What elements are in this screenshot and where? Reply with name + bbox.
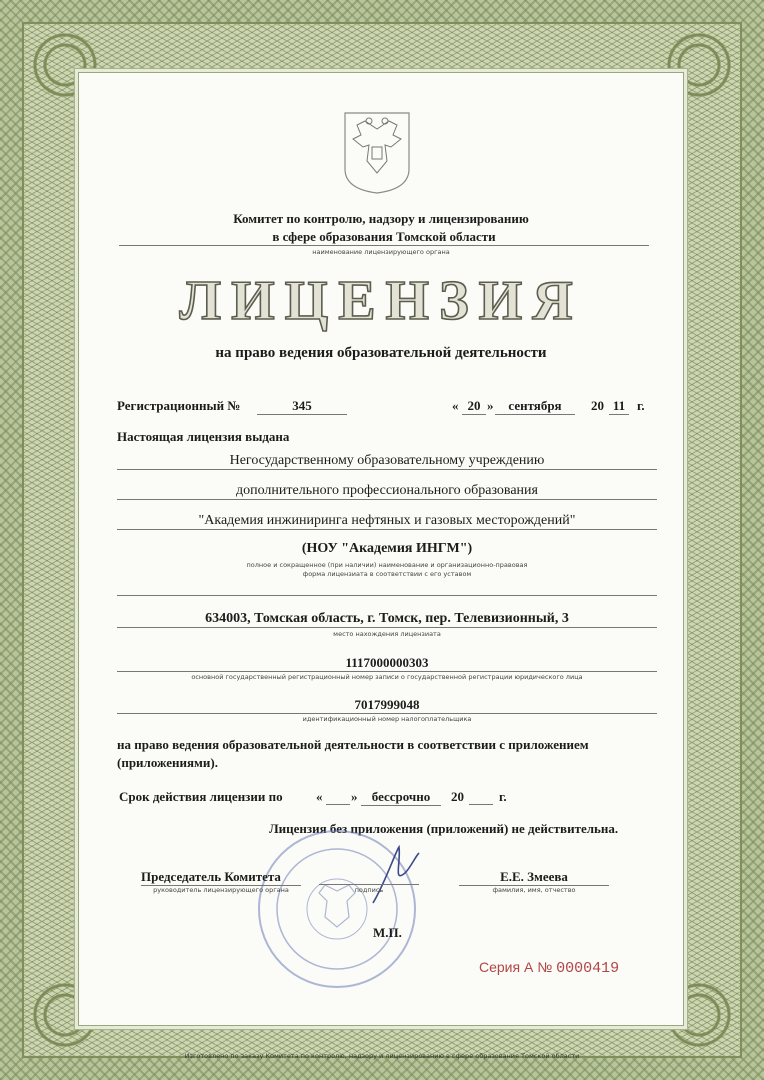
registration-year-unit: г. bbox=[637, 398, 645, 413]
signature-name: Е.Е. Змеева bbox=[459, 869, 609, 886]
signature-position-caption: руководитель лицензирующего органа bbox=[153, 886, 289, 894]
document-title: ЛИЦЕНЗИЯ bbox=[179, 270, 583, 332]
inn-value: 7017999048 bbox=[117, 697, 657, 714]
licensee-blank-line bbox=[117, 585, 657, 596]
license-sheet bbox=[78, 72, 684, 1026]
right-text-line1: на право ведения образовательной деятельности в соответствии с приложением bbox=[117, 737, 589, 752]
registration-quote-open: « bbox=[452, 398, 459, 413]
registration-number: 345 bbox=[257, 398, 347, 415]
printer-footer: Изготовлено по заказу Комитета по контролю, надзору и лицензированию в сфере образования Томской области bbox=[184, 1052, 580, 1060]
inn-caption: идентификационный номер налогоплательщика bbox=[302, 715, 472, 723]
stamp-place-label: М.П. bbox=[373, 925, 402, 940]
validity-quote-close: » bbox=[351, 789, 358, 804]
licensee-line3: "Академия инжиниринга нефтяных и газовых месторождений" bbox=[117, 513, 657, 530]
registration-month: сентября bbox=[495, 398, 575, 415]
signature-name-caption: фамилия, имя, отчество bbox=[492, 886, 576, 894]
signature-position: Председатель Комитета bbox=[141, 869, 301, 886]
authority-line1: Комитет по контролю, надзору и лицензированию bbox=[233, 211, 529, 226]
registration-label: Регистрационный № bbox=[117, 398, 241, 413]
licensee-caption1: полное и сокращенное (при наличии) наименование и организационно-правовая bbox=[246, 561, 528, 569]
series-number-sign: № bbox=[537, 959, 553, 975]
validity-day-blank bbox=[326, 789, 350, 805]
validity-label: Срок действия лицензии по bbox=[119, 789, 283, 804]
validity-quote-open: « bbox=[316, 789, 323, 804]
registration-year-suffix: 11 bbox=[609, 398, 629, 415]
authority-line2: в сфере образования Томской области bbox=[119, 229, 649, 246]
ogrn-caption: основной государственный регистрационный номер записи о государственной регистрации юридического лица bbox=[191, 673, 583, 681]
registration-day: 20 bbox=[462, 398, 486, 415]
attachment-note: Лицензия без приложения (приложений) не действительна. bbox=[269, 821, 619, 836]
issued-to-label: Настоящая лицензия выдана bbox=[117, 429, 290, 444]
validity-year-prefix: 20 bbox=[451, 789, 464, 804]
validity-year-blank bbox=[469, 789, 493, 805]
series-number: 0000419 bbox=[556, 960, 620, 977]
series-block bbox=[479, 959, 619, 977]
authority-caption: наименование лицензирующего органа bbox=[312, 248, 450, 256]
document-subtitle: на право ведения образовательной деятельности bbox=[215, 345, 547, 361]
signature-blank bbox=[319, 869, 419, 885]
series-label: Серия А bbox=[479, 959, 534, 975]
licensee-line1: Негосударственному образовательному учреждению bbox=[117, 453, 657, 470]
registration-year-prefix: 20 bbox=[591, 398, 604, 413]
ogrn-value: 1117000000303 bbox=[117, 655, 657, 672]
signature-sign-caption: подпись bbox=[354, 886, 384, 894]
validity-year-unit: г. bbox=[499, 789, 507, 804]
licensee-line2: дополнительного профессионального образования bbox=[117, 483, 657, 500]
address-caption: место нахождения лицензиата bbox=[333, 630, 441, 638]
licensee-caption2: форма лицензиата в соответствии с его уставом bbox=[302, 570, 472, 578]
address-value: 634003, Томская область, г. Томск, пер. Телевизионный, 3 bbox=[117, 611, 657, 628]
validity-value: бессрочно bbox=[361, 789, 441, 806]
right-text-line2: (приложениями). bbox=[117, 755, 218, 770]
registration-quote-close: » bbox=[487, 398, 494, 413]
coat-of-arms-icon bbox=[343, 111, 411, 195]
licensee-line4: (НОУ "Академия ИНГМ") bbox=[301, 541, 473, 556]
